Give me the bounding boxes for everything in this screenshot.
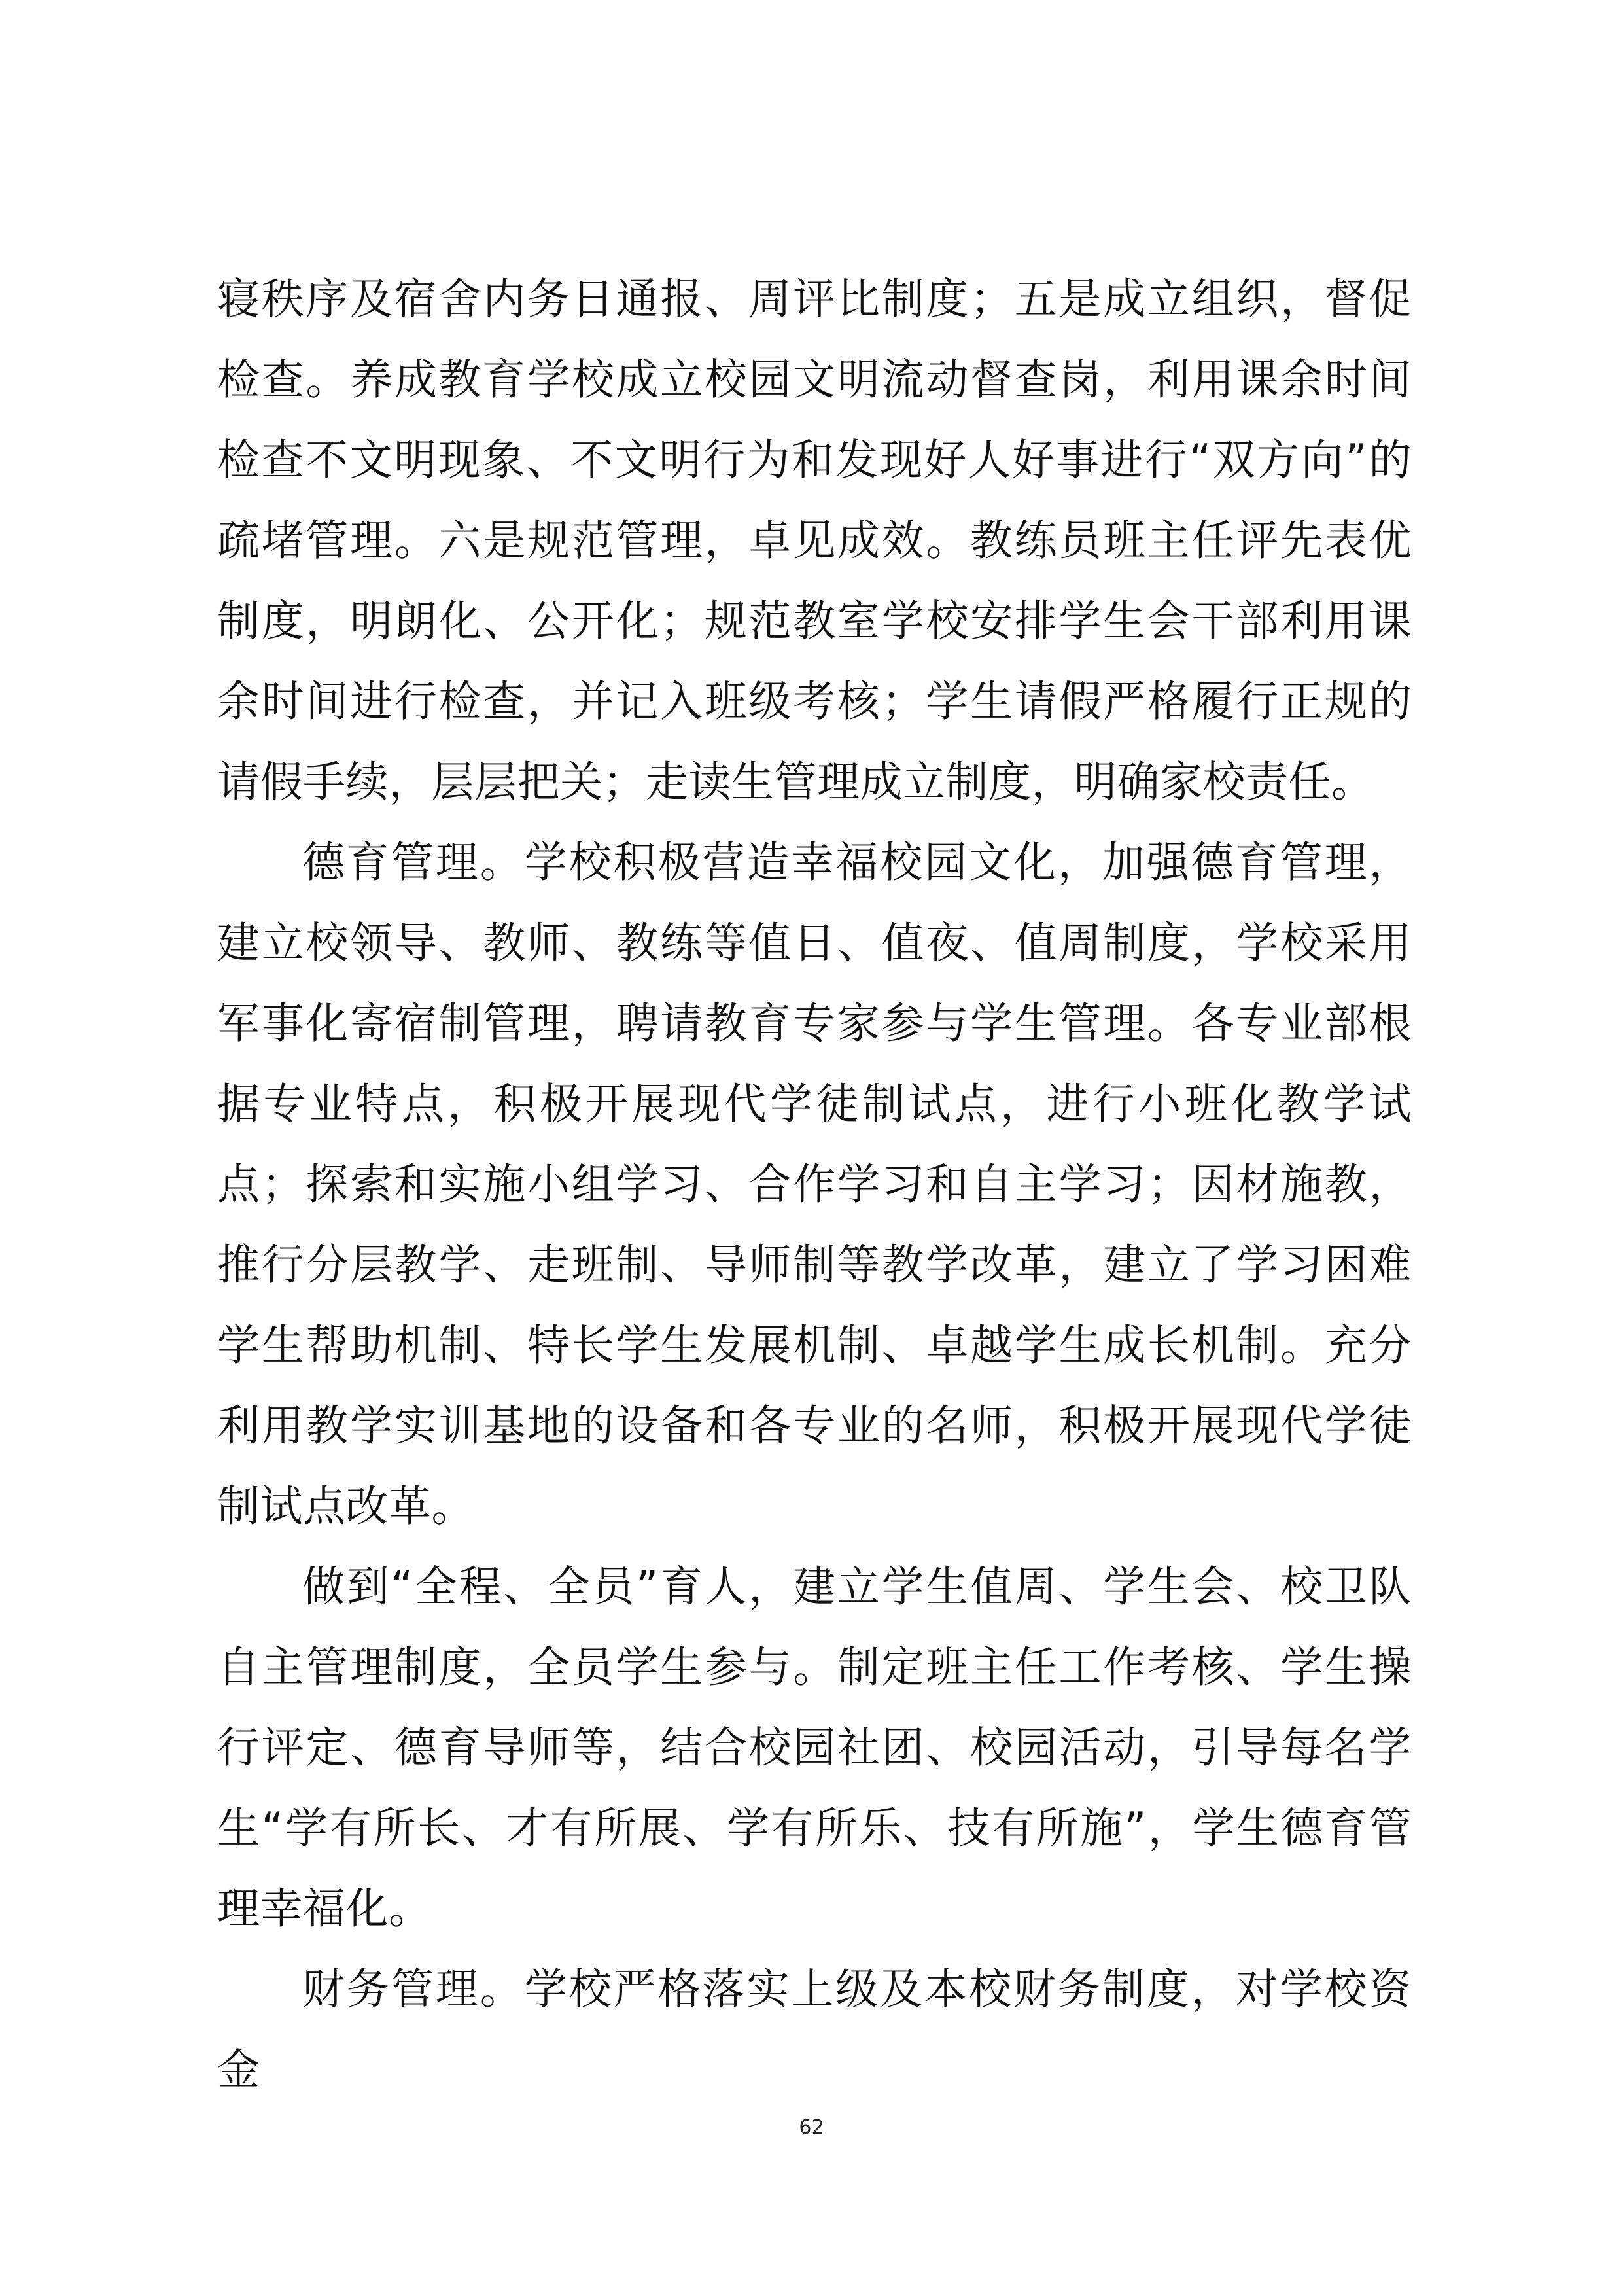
paragraph-1: 寝秩序及宿舍内务日通报、周评比制度；五是成立组织，督促检查。养成教育学校成立校园文明流动督查岗，利用课余时间检查不文明现象、不文明行为和发现好人好事进行“双方向”的疏堵管理。六是规范管理，卓见成效。教练员班主任评先表优制度，明朗化、公开化；规范教室学校安排学生会干部利用课余时间进行检查，并记入班级考核；学生请假严格履行正规的请假手续，层层把关；走读生管理成立制度，明确家校责任。 [217,275,1412,807]
paragraph-4: 财务管理。学校严格落实上级及本校财务制度，对学校资金 [217,1965,1412,2094]
paragraph-2: 德育管理。学校积极营造幸福校园文化，加强德育管理，建立校领导、教师、教练等值日、值夜、值周制度，学校采用军事化寄宿制管理，聘请教育专家参与学生管理。各专业部根据专业特点，积极开展现代学徒制试点，进行小班化教学试点；探索和实施小组学习、合作学习和自主学习；因材施教，推行分层教学、走班制、导师制等教学改革，建立了学习困难学生帮助机制、特长学生发展机制、卓越学生成长机制。充分利用教学实训基地的设备和各专业的名师，积极开展现代学徒制试点改革。 [217,838,1412,1531]
paragraph-3: 做到“全程、全员”育人，建立学生值周、学生会、校卫队自主管理制度，全员学生参与。制定班主任工作考核、学生操行评定、德育导师等，结合校园社团、校园活动，引导每名学生“学有所长、才有所展、学有所乐、技有所施”，学生德育管理幸福化。 [217,1563,1412,1934]
page-number: 62 [799,2116,824,2139]
body-text [217,259,1412,2110]
